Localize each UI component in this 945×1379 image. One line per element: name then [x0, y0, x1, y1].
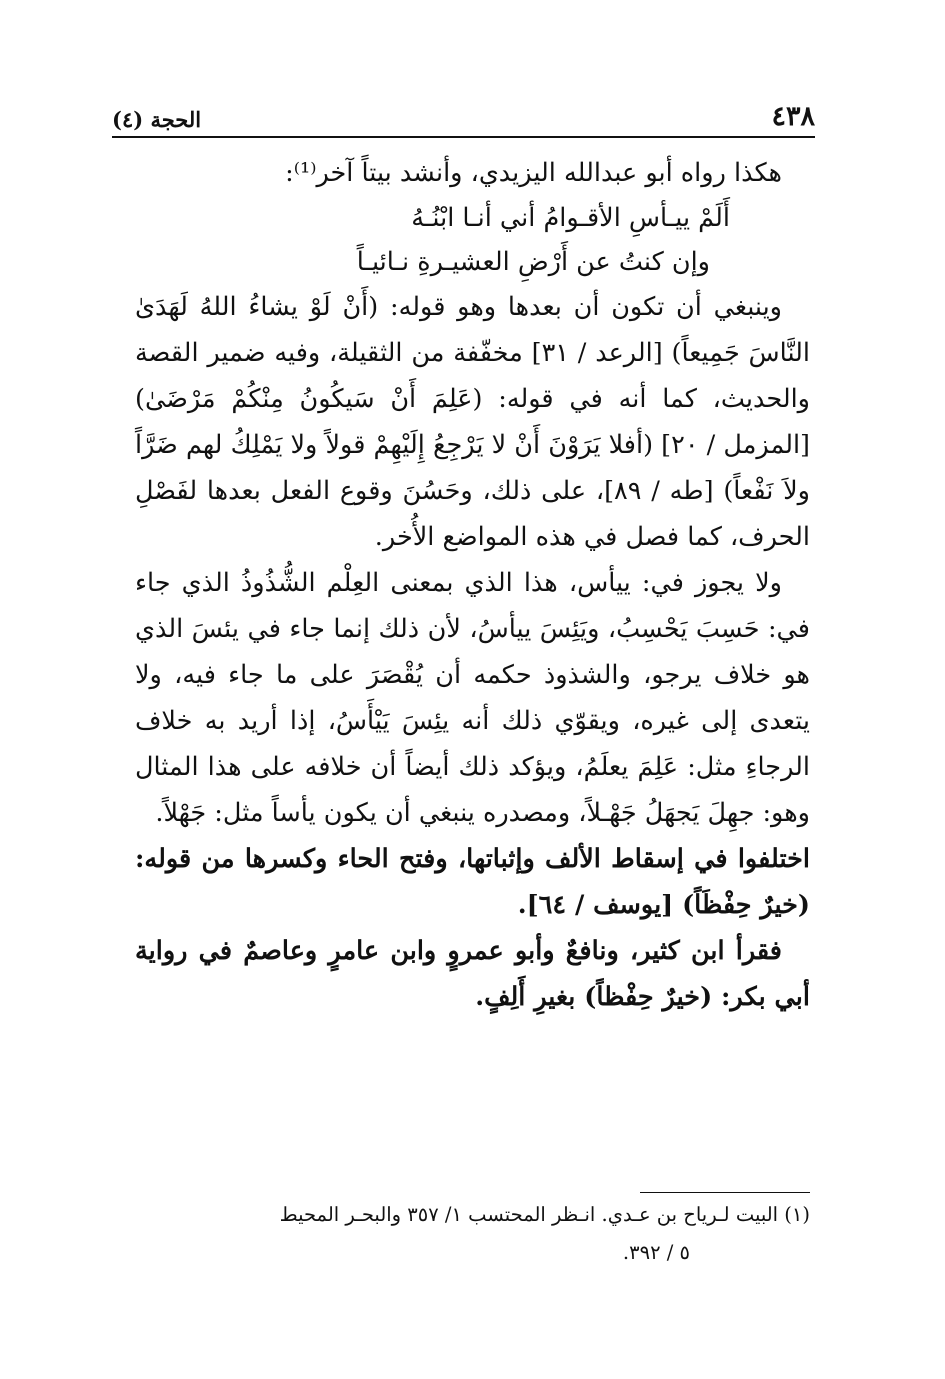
- page-number: ٤٣٨: [771, 101, 815, 132]
- footnote-line-1: (١) البيت لـرياح بن عـدي. انـظر المحتسب ١/ ٣٥٧ والبحـر المحيط: [279, 1203, 810, 1226]
- verse-line-1: أَلَمْ ييـأسِ الأقـوامُ أني أنـا ابْنُـهُ: [411, 203, 730, 233]
- poem-verse: [135, 196, 810, 284]
- footnote-rule: [640, 1192, 810, 1193]
- footnote-line-2: ٥ / ٣٩٢.: [622, 1241, 690, 1264]
- paragraph-2: ولا يجوز في: ييأس، هذا الذي بمعنى العِلْم الشُّذُوذُ الذي جاء في: حَسِبَ يَحْسِبُ، ويَئِسَ ييأسُ، لأن ذلك إنما جاء في يئسَ الذي هو خلاف يرجو، والشذوذ حكمه أن يُقْصَرَ على ما جاء فيه، ولا يتعدى إلى غيره، ويقوّي ذلك أنه يئِسَ يَيْأَسُ، إذا أريد به خلاف الرجاءِ مثل: عَلِمَ يعلَمُ، ويؤكد ذلك أيضاً أن خلافه على هذا المثال وهو: جهِلَ يَجهَلُ جَهْـلاً، ومصدره ينبغي أن يكون يأساً مثل: جَهْلاً.: [135, 568, 810, 828]
- header-rule: [112, 136, 815, 138]
- footnote: [140, 1196, 810, 1272]
- paragraph-4: فقرأ ابن كثير، ونافعٌ وأبو عمروٍ وابن عامرٍ وعاصمٌ في رواية أبي بكر: (خيرٌ حِفْظاً) بغيرِ أَلِفٍ.: [135, 936, 810, 1012]
- intro-paragraph: هكذا رواه أبو عبدالله اليزيدي، وأنشد بيتاً آخر⁽¹⁾:: [285, 158, 782, 188]
- page-header: [112, 92, 815, 132]
- main-text: [135, 150, 810, 1020]
- running-title: الحجة (٤): [112, 107, 202, 132]
- paragraph-1: وينبغي أن تكون أن بعدها وهو قوله: (أَنْ لَوْ يشاءُ اللهُ لَهَدَىٰ النَّاسَ جَمِيعاً) [الرعد / ٣١] مخفّفة من الثقيلة، وفيه ضمير القصة والحديث، كما أنه في قوله: (عَلِمَ أَنْ سَيكُونُ مِنْكُمْ مَرْضَىٰ) [المزمل / ٢٠] (أفلا يَرَوْنَ أَنْ لا يَرْجِعُ إِلَيْهِمْ قولاً ولا يَمْلِكُ لهم ضَرَّاً ولاَ نَفْعاً) [طه / ٨٩]، على ذلك، وحَسُنَ وقوع الفعل بعدها لفَصْلِ الحرف، كما فصل في هذه المواضع الأُخر.: [135, 292, 810, 552]
- verse-line-2: وإن كنتُ عن أَرْضِ العشيـرةِ نـائيـاً: [356, 247, 710, 277]
- paragraph-3: اختلفوا في إسقاط الألف وإثباتها، وفتح الحاء وكسرها من قوله: (خيرٌ حِفْظَاً) [يوسف / ٦٤].: [135, 844, 810, 920]
